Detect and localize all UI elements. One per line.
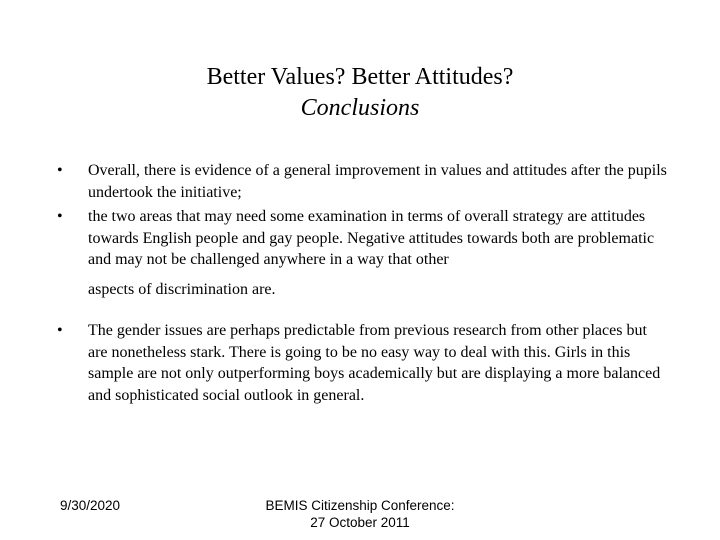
bullet-marker: •	[57, 322, 63, 339]
slide-title-main: Better Values? Better Attitudes?	[206, 64, 514, 90]
bullet-item	[57, 160, 667, 203]
bullet-item	[57, 320, 667, 406]
slide-title	[0, 62, 720, 124]
slide-subtitle: Conclusions	[300, 95, 420, 121]
footer-date: 9/30/2020	[60, 498, 121, 513]
bullet-text: The gender issues are perhaps predictable from previous research from other places but are nonetheless stark. There is going to be no easy way to deal with this. Girls in this sample are not only outperforming boys academically but are displaying a more balanced and sophisticated social outlook in general.	[88, 322, 661, 404]
bullet-text: the two areas that may need some examination in terms of overall strategy are attitudes towards English people and gay people. Negative attitudes towards both are problematic and may not be challenged anywhere in a way that other	[88, 208, 655, 268]
bullet-marker: •	[57, 162, 63, 179]
bullet-list	[57, 160, 667, 406]
footer-event-name: BEMIS Citizenship Conference:	[265, 498, 455, 513]
bullet-text: Overall, there is evidence of a general improvement in values and attitudes after the pupils undertook the initiative;	[88, 162, 667, 201]
footer-event-date: 27 October 2011	[310, 515, 410, 530]
bullet-marker: •	[57, 208, 63, 225]
footer-event	[230, 497, 490, 531]
bullet-continuation: aspects of discrimination are.	[88, 280, 276, 298]
bullet-item	[57, 206, 667, 271]
